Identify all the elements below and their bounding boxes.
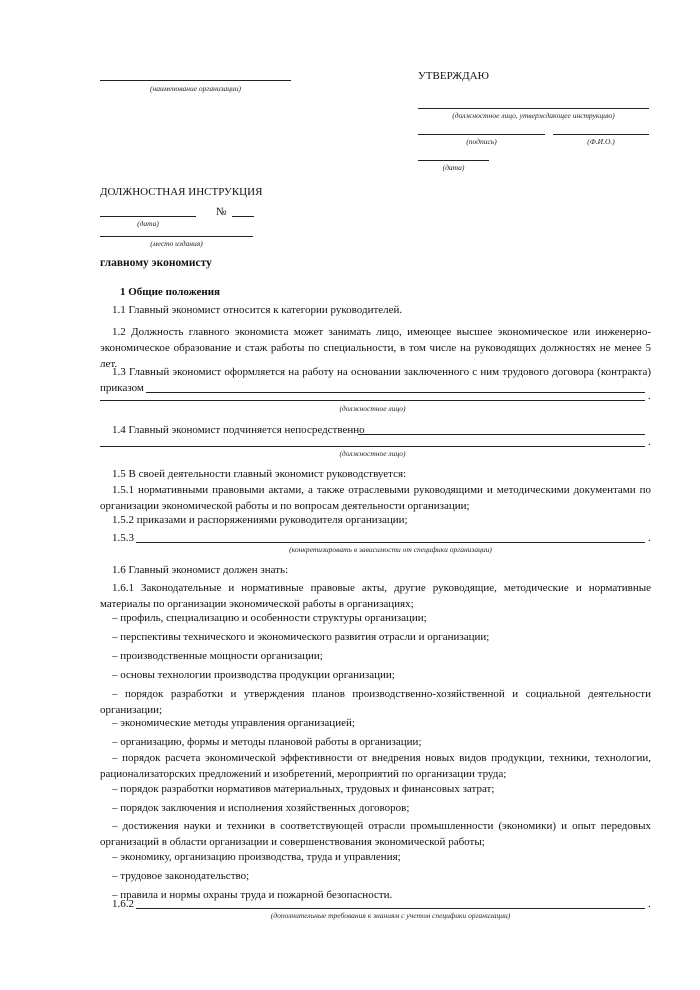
knowledge-item: – порядок расчета экономической эффективности от внедрения новых видов продукции, техники, технологии, рационализаторских предложений и изобретений, мероприятий по организации труда;: [100, 752, 651, 780]
clause-1-3-order: приказом: [100, 382, 144, 394]
clause-1-3-official-line: [100, 400, 645, 401]
place-line: [100, 236, 253, 237]
approval-date-line: [418, 160, 489, 161]
clause-1-4-line: [358, 434, 645, 435]
clause-1-4: 1.4 Главный экономист подчиняется непосредственно: [112, 424, 365, 436]
clause-1-3: 1.3 Главный экономист оформляется на работу на основании заключенного с ним трудового договора (контракта): [112, 366, 651, 378]
clause-1-2: 1.2 Должность главного экономиста может занимать лицо, имеющее высшее экономическое или инженерно-экономическое образование и стаж работы по специальности, в том числе на руководящих должностях не менее 5 лет.: [100, 326, 651, 370]
knowledge-item: – экономические методы управления организацией;: [112, 717, 355, 729]
knowledge-item: – порядок разработки нормативов материальных, трудовых и финансовых затрат;: [112, 783, 495, 795]
knowledge-item: – основы технологии производства продукции организации;: [112, 669, 395, 681]
knowledge-item: – порядок заключения и исполнения хозяйственных договоров;: [112, 802, 410, 814]
clause-1-6-2-line: [136, 908, 645, 909]
clause-1-5-3-caption: (конкретизировать в зависимости от специфики организации): [289, 545, 492, 554]
approval-date-caption: (дата): [442, 163, 465, 172]
document-date-caption: (дата): [137, 219, 159, 228]
knowledge-item: – экономику, организацию производства, труда и управления;: [112, 851, 401, 863]
clause-1-4-line-2: [100, 446, 645, 447]
clause-1-1: 1.1 Главный экономист относится к категории руководителей.: [112, 304, 403, 316]
clause-1-3-caption: (должностное лицо): [339, 404, 406, 413]
clause-1-6-1: 1.6.1 Законодательные и нормативные правовые акты, другие руководящие, методические и нормативные материалы по организации экономической работы в организациях;: [100, 582, 651, 610]
knowledge-item: – трудовое законодательство;: [112, 870, 250, 882]
clause-1-5: 1.5 В своей деятельности главный экономист руководствуется:: [112, 468, 407, 480]
document-title: ДОЛЖНОСТНАЯ ИНСТРУКЦИЯ: [100, 186, 263, 198]
knowledge-item: – достижения науки и техники в соответствующей отрасли промышленности (экономики) и опыт передовых организаций в области организации и совершенствования экономической работы;: [100, 820, 651, 848]
approve-title: УТВЕРЖДАЮ: [418, 70, 489, 82]
organization-name-line: [100, 80, 291, 81]
document-subject: главному экономисту: [100, 257, 212, 269]
knowledge-item: – порядок разработки и утверждения планов производственно-хозяйственной и социальной деятельности организации;: [100, 688, 651, 716]
clause-1-5-1: 1.5.1 нормативными правовыми актами, а также отраслевыми руководящими и методическими документами по организации экономической работы и по вопросам деятельности организации;: [100, 484, 651, 512]
knowledge-item: – производственные мощности организации;: [112, 650, 323, 662]
clause-1-4-caption: (должностное лицо): [339, 449, 406, 458]
knowledge-item: – организацию, формы и методы плановой работы в организации;: [112, 736, 422, 748]
knowledge-item: – профиль, специализацию и особенности структуры организации;: [112, 612, 427, 624]
document-page: (наименование организации) УТВЕРЖДАЮ (должностное лицо, утверждающее инструкцию) (подпись) (Ф.И.О.) (дата) ДОЛЖНОСТНАЯ ИНСТРУКЦИЯ (дата) № (место издания) главному экономисту 1 Общие положения 1.1 Главный экономист относится к категории руководителей. 1.2 Должность главного экономиста может занимать лицо, имеющее высшее экономическое или инженерно-экономическое образование и стаж работы по специальности, в том числе на руководящих должностях не менее 5 лет. 1.3 Главный экономист оформляется на работу на основании заключенного с ним трудового договора (контракта) приказом . (должностное лицо) 1.4 Главный экономист подчиняется непосредственно . (должностное лицо) 1.5 В своей деятельности главный экономист руководствуется: 1.5.1 нормативными правовыми актами, а также отраслевыми руководящими и методическими документами по организации экономической работы и по вопросам деятельности организации; 1.5.2 приказами и распоряжениями руководителя организации; 1.5.3 . (конкретизировать в зависимости от специфики организации) 1.6 Главный экономист должен знать: 1.6.1 Законодательные и нормативные правовые акты, другие руководящие, методические и нормативные материалы по организации экономической работы в организациях; – профиль, специализацию и особенности структуры организации; – перспективы технического и экономического развития отрасли и организации; – производственные мощности организации; – основы технологии производства продукции организации; – порядок разработки и утверждения планов производственно-хозяйственной и социальной деятельности организации; – экономические методы управления организацией; – организацию, формы и методы плановой работы в организации; – порядок расчета экономической эффективности от внедрения новых видов продукции, техники, технологии, рационализаторских предложений и изобретений, мероприятий по организации труда; – порядок разработки нормативов материальных, трудовых и финансовых затрат; – порядок заключения и исполнения хозяйственных договоров; – достижения науки и техники в соответствующей отрасли промышленности (экономики) и опыт передовых организаций в области организации и совершенствования экономической работы; – экономику, организацию производства, труда и управления; – трудовое законодательство; – правила и нормы охраны труда и пожарной безопасности. 1.6.2 . (дополнительные требования к знаниям с учетом специфики организации): [100, 70, 651, 920]
clause-1-6: 1.6 Главный экономист должен знать:: [112, 564, 289, 576]
place-caption: (место издания): [150, 239, 203, 248]
clause-1-6-2-caption: (дополнительные требования к знаниям с учетом специфики организации): [270, 911, 511, 920]
approver-position-caption: (должностное лицо, утверждающее инструкцию): [452, 111, 615, 120]
clause-1-5-2: 1.5.2 приказами и распоряжениями руководителя организации;: [112, 514, 408, 526]
clause-1-3-order-line: [146, 392, 645, 393]
signature-caption: (подпись): [466, 137, 497, 146]
signature-line: [418, 134, 545, 135]
approver-position-line: [418, 108, 649, 109]
fio-line: [553, 134, 649, 135]
section-heading: 1 Общие положения: [120, 286, 220, 298]
document-date-line: [100, 216, 196, 217]
clause-1-5-3-line: [136, 542, 645, 543]
knowledge-item: – перспективы технического и экономического развития отрасли и организации;: [112, 631, 490, 643]
organization-name-caption: (наименование организации): [149, 84, 241, 93]
number-sign: №: [216, 206, 227, 218]
clause-1-6-2: 1.6.2: [112, 898, 134, 910]
knowledge-item: – правила и нормы охраны труда и пожарной безопасности.: [112, 889, 393, 901]
clause-1-5-3: 1.5.3: [112, 532, 134, 544]
fio-caption: (Ф.И.О.): [587, 137, 615, 146]
document-number-line: [232, 216, 254, 217]
